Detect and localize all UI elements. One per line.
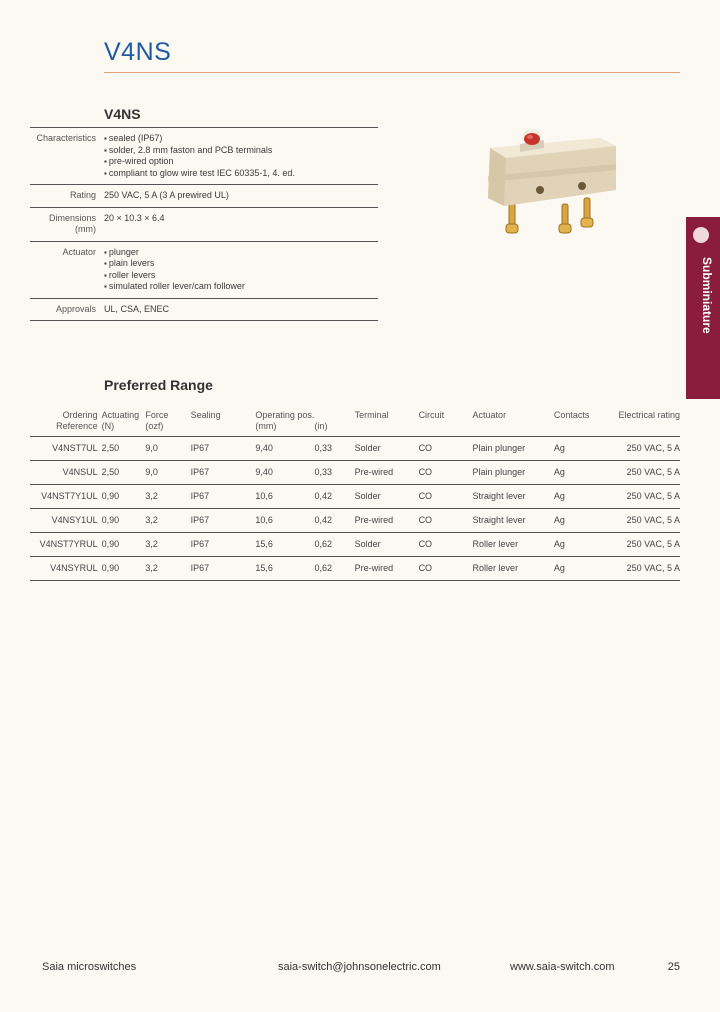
spec-value: 20 × 10.3 × 6.4 <box>104 212 165 223</box>
cell-terminal: Pre-wired <box>355 557 419 581</box>
spec-value: UL, CSA, ENEC <box>104 303 170 314</box>
cell-ref: V4NST7Y1UL <box>30 485 102 509</box>
cell-in: 0,62 <box>314 557 354 581</box>
product-section-title: V4NS <box>104 106 141 122</box>
cell-rating: 250 VAC, 5 A <box>618 437 680 461</box>
table-row <box>30 533 680 557</box>
cell-contacts: Ag <box>554 533 618 557</box>
cell-mm: 10,6 <box>255 509 314 533</box>
cell-ozf: 3,2 <box>145 533 190 557</box>
category-side-tab <box>686 217 720 399</box>
cell-contacts: Ag <box>554 557 618 581</box>
cell-sealing: IP67 <box>191 485 256 509</box>
cell-terminal: Solder <box>355 437 419 461</box>
spec-value: ▪ simulated roller lever/cam follower <box>104 281 378 293</box>
footer-website-link[interactable]: www.saia-switch.com <box>510 961 615 973</box>
column-header-in: (in) <box>314 421 328 431</box>
spec-value: ▪ plunger <box>104 247 378 259</box>
cell-in: 0,33 <box>314 437 354 461</box>
tab-dot-icon <box>693 227 709 243</box>
cell-ref: V4NSUL <box>30 461 102 485</box>
page-number: 25 <box>667 961 680 973</box>
cell-sealing: IP67 <box>191 437 256 461</box>
cell-in: 0,62 <box>314 533 354 557</box>
cell-ref: V4NSYRUL <box>30 557 102 581</box>
cell-terminal: Solder <box>355 533 419 557</box>
cell-circuit: CO <box>419 461 473 485</box>
microswitch-product-image <box>482 118 632 248</box>
cell-in: 0,33 <box>314 461 354 485</box>
table-row <box>30 485 680 509</box>
cell-mm: 9,40 <box>255 437 314 461</box>
cell-actuator: Roller lever <box>473 533 554 557</box>
cell-terminal: Solder <box>355 485 419 509</box>
column-header-circuit: Circuit <box>418 410 445 420</box>
cell-actuator: Plain plunger <box>473 437 554 461</box>
cell-n: 0,90 <box>102 485 146 509</box>
cell-sealing: IP67 <box>191 533 256 557</box>
cell-circuit: CO <box>419 437 473 461</box>
cell-actuator: Straight lever <box>473 485 554 509</box>
column-header-force: Force (ozf) <box>145 410 169 431</box>
cell-circuit: CO <box>419 485 473 509</box>
cell-rating: 250 VAC, 5 A <box>618 461 680 485</box>
cell-contacts: Ag <box>554 509 618 533</box>
column-header-ordering: Ordering Reference <box>56 410 98 431</box>
cell-actuator: Roller lever <box>473 557 554 581</box>
cell-rating: 250 VAC, 5 A <box>618 533 680 557</box>
cell-rating: 250 VAC, 5 A <box>618 485 680 509</box>
cell-n: 2,50 <box>102 461 146 485</box>
table-header-row <box>30 410 680 437</box>
column-header-terminal: Terminal <box>354 410 389 420</box>
spec-row-characteristics <box>30 127 378 184</box>
table-row <box>30 461 680 485</box>
cell-in: 0,42 <box>314 485 354 509</box>
spec-row-rating <box>30 184 378 207</box>
footer-brand: Saia microswitches <box>42 961 137 973</box>
cell-ref: V4NST7UL <box>30 437 102 461</box>
cell-actuator: Plain plunger <box>473 461 554 485</box>
category-label: Subminiature <box>700 257 714 334</box>
table-row <box>30 557 680 581</box>
cell-contacts: Ag <box>554 485 618 509</box>
cell-n: 0,90 <box>102 509 146 533</box>
column-header-sealing: Sealing <box>190 410 221 420</box>
table-row <box>30 509 680 533</box>
spec-label: Actuator <box>62 246 96 257</box>
spec-row-actuator <box>30 241 378 298</box>
spec-label: Characteristics <box>36 133 96 143</box>
cell-rating: 250 VAC, 5 A <box>618 509 680 533</box>
spec-value: ▪ pre-wired option <box>104 156 378 168</box>
spec-row-approvals <box>30 298 378 322</box>
column-header-actuating: Actuating (N) <box>101 410 140 431</box>
cell-mm: 9,40 <box>255 461 314 485</box>
spec-value: ▪ plain levers <box>104 258 378 270</box>
spec-label: Approvals <box>55 303 96 314</box>
cell-in: 0,42 <box>314 509 354 533</box>
cell-ref: V4NST7YRUL <box>30 533 102 557</box>
cell-ref: V4NSY1UL <box>30 509 102 533</box>
cell-mm: 10,6 <box>255 485 314 509</box>
column-header-operating: Operating pos. (mm) <box>255 410 315 431</box>
preferred-range-table <box>30 410 680 581</box>
spec-table <box>30 127 378 321</box>
cell-terminal: Pre-wired <box>355 509 419 533</box>
page-title: V4NS <box>104 38 172 66</box>
cell-n: 0,90 <box>102 533 146 557</box>
cell-n: 0,90 <box>102 557 146 581</box>
cell-circuit: CO <box>419 509 473 533</box>
cell-sealing: IP67 <box>191 461 256 485</box>
cell-rating: 250 VAC, 5 A <box>618 557 680 581</box>
cell-actuator: Straight lever <box>473 509 554 533</box>
title-divider <box>104 72 680 73</box>
spec-value: ▪ solder, 2.8 mm faston and PCB terminals <box>104 145 378 157</box>
spec-label: Dimensions (mm) <box>48 212 96 234</box>
column-header-electrical: Electrical rating <box>618 410 680 420</box>
preferred-range-title: Preferred Range <box>104 377 213 393</box>
cell-n: 2,50 <box>102 437 146 461</box>
spec-value: ▪ sealed (IP67) <box>104 133 378 145</box>
cell-ozf: 3,2 <box>145 485 190 509</box>
spec-value: 250 VAC, 5 A (3 A prewired UL) <box>104 190 229 200</box>
cell-ozf: 9,0 <box>145 461 190 485</box>
spec-value: ▪ compliant to glow wire test IEC 60335-1, 4. ed. <box>104 168 378 180</box>
cell-mm: 15,6 <box>255 557 314 581</box>
cell-sealing: IP67 <box>191 557 256 581</box>
page-footer <box>42 961 680 973</box>
cell-ozf: 9,0 <box>145 437 190 461</box>
cell-ozf: 3,2 <box>145 557 190 581</box>
cell-contacts: Ag <box>554 437 618 461</box>
footer-email-link[interactable]: saia-switch@johnsonelectric.com <box>278 961 441 973</box>
spec-row-dimensions <box>30 207 378 241</box>
cell-ozf: 3,2 <box>145 509 190 533</box>
column-header-actuator: Actuator <box>472 410 507 420</box>
cell-circuit: CO <box>419 557 473 581</box>
cell-terminal: Pre-wired <box>355 461 419 485</box>
column-header-contacts: Contacts <box>553 410 590 420</box>
table-row <box>30 437 680 461</box>
cell-sealing: IP67 <box>191 509 256 533</box>
cell-circuit: CO <box>419 533 473 557</box>
spec-value: ▪ roller levers <box>104 270 378 282</box>
spec-label: Rating <box>69 190 96 200</box>
cell-contacts: Ag <box>554 461 618 485</box>
cell-mm: 15,6 <box>255 533 314 557</box>
